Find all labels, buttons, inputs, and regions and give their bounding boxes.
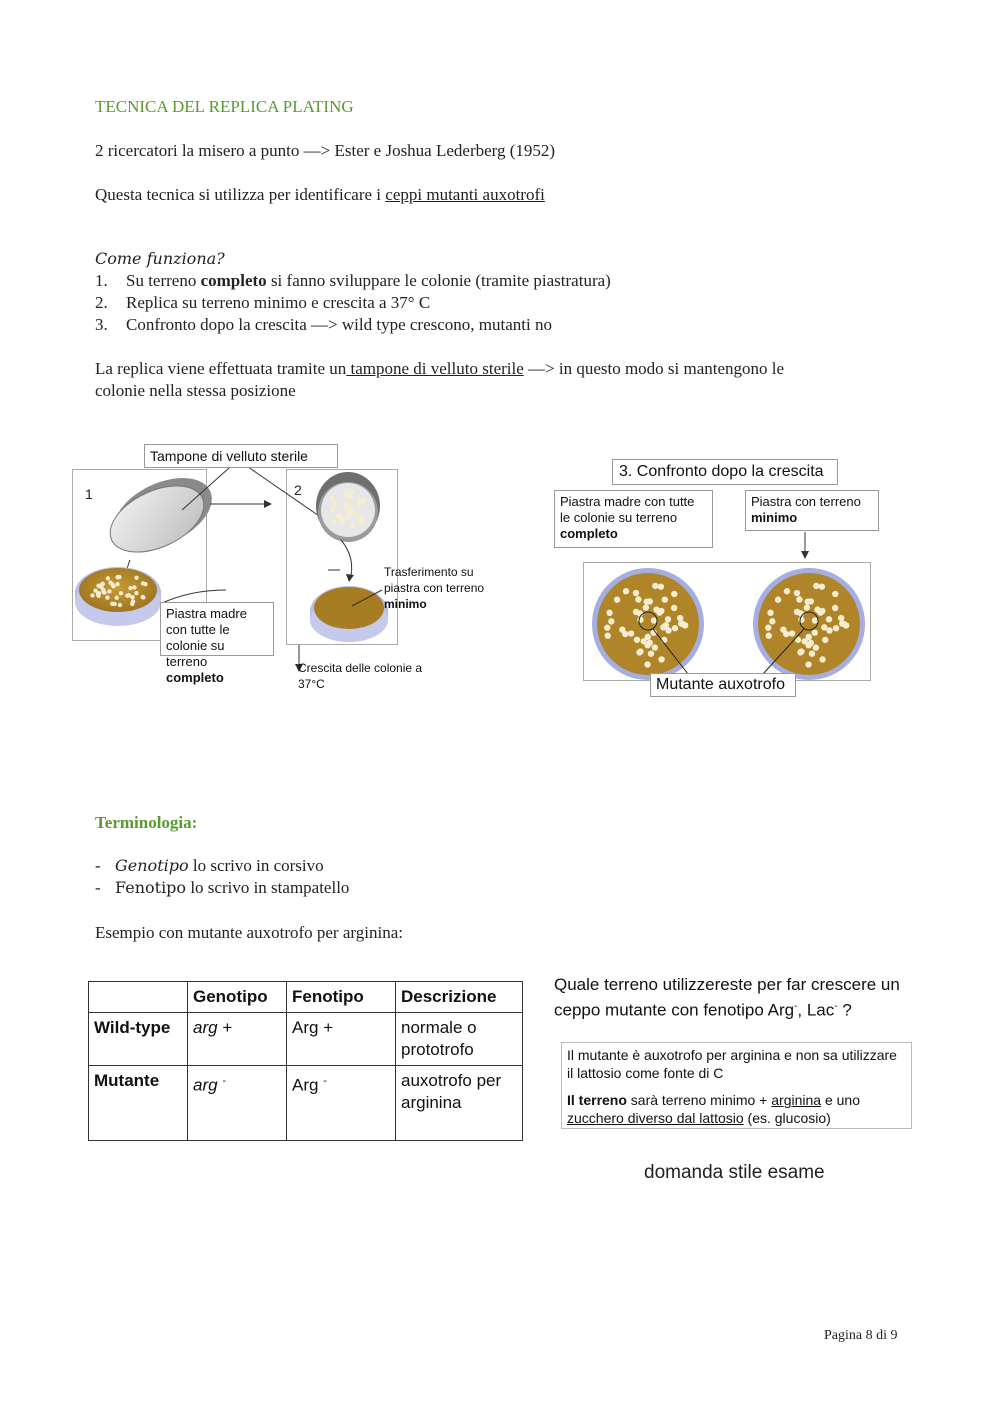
page-footer: Pagina 8 di 9 [824, 1328, 898, 1343]
colony-dot [658, 656, 664, 662]
colony-dot [677, 615, 683, 621]
colony-dot [798, 648, 804, 654]
colony-dot [108, 580, 112, 584]
colony-dot [843, 622, 849, 628]
colony-dot [775, 597, 781, 603]
colony-dot [347, 494, 352, 499]
exam-note: domanda stile esame [644, 1162, 825, 1183]
colony-dot [132, 585, 136, 589]
colony-dot [118, 603, 122, 607]
term-item: - Fenotipo lo scrivo in stampatello [95, 878, 350, 897]
colony-dot [658, 583, 664, 589]
colony-dot [622, 631, 628, 637]
table-header-row: Genotipo Fenotipo Descrizione [89, 982, 523, 1013]
colony-dot [805, 661, 811, 667]
technique-line [95, 184, 545, 206]
colony-dot [804, 604, 810, 610]
velvet-stamp-icon [100, 464, 223, 566]
colony-dot [819, 656, 825, 662]
master-plate-label-right: Piastra madre con tutte le colonie su terreno completo [554, 490, 713, 548]
colony-dot [665, 616, 671, 622]
colony-dot [344, 506, 349, 511]
colony-dot [794, 609, 800, 615]
replica-underlined: tampone di velluto sterile [346, 359, 524, 378]
term-item: - Genotipo lo scrivo in corsivo [95, 856, 324, 875]
colony-dot [605, 633, 611, 639]
colony-dot [822, 637, 828, 643]
colony-dot [838, 615, 844, 621]
colony-dot [115, 596, 119, 600]
colony-dot [808, 640, 814, 646]
colony-dot [766, 633, 772, 639]
answer-box: Il mutante è auxotrofo per arginina e non sa utilizzare il lattosio come fonte di C Il terreno sarà terreno minimo + arginina e uno zucchero diverso dal lattosio (es. glucosio) [561, 1042, 912, 1129]
replica-paragraph: La replica viene effettuata tramite un tampone di velluto sterile —> in questo modo si mantengono le colonie nella stessa posizione [95, 359, 785, 400]
colony-dot [604, 625, 610, 631]
master-plate-label: Piastra madre con tutte le colonie su terreno completo [160, 602, 274, 656]
step-item: 1. Su terreno completo si fanno sviluppare le colonie (tramite piastratura) [95, 271, 611, 290]
colony-dot [652, 644, 658, 650]
colony-dot [106, 576, 110, 580]
transfer-label: Trasferimento su piastra con terreno minimo [384, 565, 485, 611]
colony-dot [128, 586, 132, 590]
colony-dot [833, 625, 839, 631]
colony-dot [832, 605, 838, 611]
colony-dot [637, 617, 643, 623]
arrow-icon [341, 540, 352, 580]
colony-dot [101, 589, 105, 593]
colony-dot [623, 588, 629, 594]
colony-dot [644, 661, 650, 667]
colony-dot [614, 597, 620, 603]
step-item: 2. Replica su terreno minimo e crescita a 37° C [95, 293, 431, 312]
colony-dot [131, 599, 135, 603]
colony-dot [134, 591, 138, 595]
colony-dot [637, 648, 643, 654]
mutant-label: Mutante auxotrofo [650, 673, 796, 697]
terminology-heading: Terminologia: [95, 813, 198, 832]
colony-dot [339, 518, 344, 523]
colony-dot [767, 610, 773, 616]
colony-dot [359, 500, 364, 505]
researchers-line: 2 ricercatori la misero a punto —> Ester e Joshua Lederberg (1952) [95, 141, 556, 160]
steps-list [95, 270, 611, 336]
page-title: TECNICA DEL REPLICA PLATING [95, 97, 354, 116]
minimal-plate-label-right: Piastra con terreno minimo [745, 490, 879, 531]
genotype-table [88, 981, 523, 1141]
colony-dot [330, 495, 335, 500]
colony-dot [647, 598, 653, 604]
colony-dot [832, 591, 838, 597]
colony-dot [826, 616, 832, 622]
colony-dot [101, 582, 105, 586]
colony-dot [125, 594, 129, 598]
colony-dot [90, 593, 94, 597]
colony-dot [115, 582, 119, 586]
table-row: Wild-type arg + Arg + normale o prototrofo [89, 1013, 523, 1066]
colony-dot [789, 630, 795, 636]
panel-2-number: 2 [294, 482, 302, 498]
growth-label: Crescita delle colonie a 37°C [298, 661, 423, 691]
colony-dot [606, 610, 612, 616]
colony-dot [658, 608, 664, 614]
colony-dot [813, 644, 819, 650]
tampone-label: Tampone di velluto sterile [144, 444, 338, 468]
colony-dot [783, 631, 789, 637]
colony-dot [798, 617, 804, 623]
panel-1-number: 1 [85, 486, 93, 502]
colony-dot [97, 591, 101, 595]
colony-dot [808, 598, 814, 604]
technique-text: Questa tecnica si utilizza per identificare i [95, 185, 386, 204]
comparison-title: 3. Confronto dopo la crescita [612, 459, 838, 485]
example-line: Esempio con mutante auxotrofo per arginina: [95, 923, 403, 942]
exam-question: Quale terreno utilizzereste per far crescere un ceppo mutante con fenotipo Arg-, Lac- ? [554, 975, 900, 1020]
colony-dot [662, 596, 668, 602]
colony-dot [634, 637, 640, 643]
colony-dot [350, 523, 355, 528]
table-row: Mutante arg - Arg - auxotrofo per arginina [89, 1066, 523, 1141]
colony-dot [628, 630, 634, 636]
step-item: 3. Confronto dopo la crescita —> wild type crescono, mutanti no [95, 315, 552, 334]
colony-dot [130, 595, 134, 599]
colony-dot [819, 608, 825, 614]
colony-dot [812, 629, 818, 635]
colony-dot [119, 591, 123, 595]
colony-dot [115, 575, 119, 579]
colony-dot [645, 634, 651, 640]
colony-dot [647, 640, 653, 646]
colony-dot [350, 489, 355, 494]
colony-dot [608, 618, 614, 624]
colony-dot [134, 576, 138, 580]
colony-dot [346, 514, 351, 519]
colony-dot [809, 650, 815, 656]
colony-dot [671, 605, 677, 611]
colony-dot [648, 650, 654, 656]
colony-dot [794, 590, 800, 596]
colony-dot [105, 595, 109, 599]
colony-dot [806, 634, 812, 640]
minimal-plate-icon [310, 586, 388, 642]
colony-dot [333, 501, 338, 506]
terms-list [95, 855, 349, 899]
colony-dot [330, 507, 335, 512]
colony-dot [765, 625, 771, 631]
colony-dot [796, 596, 802, 602]
colony-dot [652, 583, 658, 589]
colony-dot [784, 588, 790, 594]
colony-dot [332, 518, 337, 523]
technique-underlined: ceppi mutanti auxotrofi [385, 185, 545, 204]
colony-dot [141, 581, 145, 585]
colony-dot [819, 583, 825, 589]
colony-dot [643, 604, 649, 610]
colony-dot [682, 622, 688, 628]
colony-dot [821, 624, 827, 630]
colony-dot [663, 622, 669, 628]
colony-dot [633, 609, 639, 615]
colony-dot [672, 625, 678, 631]
colony-dot [671, 591, 677, 597]
colony-dot [112, 602, 116, 606]
colony-dot [813, 583, 819, 589]
colony-dot [141, 595, 145, 599]
colony-dot [769, 618, 775, 624]
how-heading: Come funziona? [95, 249, 225, 268]
colony-dot [635, 596, 641, 602]
colony-dot [107, 589, 111, 593]
colony-dot [357, 516, 362, 521]
colony-dot [633, 590, 639, 596]
